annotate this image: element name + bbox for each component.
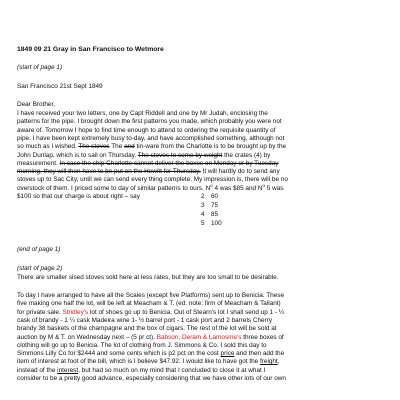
- paragraph-3-line: [17, 300, 281, 308]
- struck-text: morning, they will then have to be put on the Hewitt for Thursday.: [17, 168, 201, 176]
- text-segment: tin-ware from the Charlotte is to be brought up by the: [134, 143, 287, 151]
- text-segment: item of interest at foot of the bill, which is I believe $47.92. I would like to have got the: [17, 358, 260, 366]
- text-segment: for private sale.: [17, 308, 63, 316]
- stove-price: 75: [211, 202, 219, 209]
- text-segment: stoves up to Sac City, until we can send every thing complete. My impression is, there will be no: [17, 176, 288, 184]
- salutation: Dear Brother,: [17, 101, 56, 108]
- struck-text: The stoves to come by weight: [137, 151, 223, 159]
- text-segment: aware of. Tomorrow I hope to find time enough to attend to ordering the requisite quantity of: [17, 126, 276, 134]
- paragraph-1-line: [17, 168, 280, 176]
- paragraph-1-line: [17, 182, 284, 193]
- stove-price: 60: [211, 193, 219, 200]
- text-segment: cask of brandy - 1 ¼ cask Madeira wine 1- ½ barrel port - 1 cask port and 2 barrels Cherry: [17, 316, 273, 324]
- struck-text: and: [124, 143, 135, 151]
- text-segment: measurement.: [17, 159, 60, 167]
- text-segment: price: [220, 350, 235, 358]
- page-marker-end-1: (end of page 1): [17, 246, 61, 253]
- text-segment: auction by M & T. on Wednesday next – (5 pr ct).: [17, 333, 157, 341]
- text-segment: o: [262, 182, 265, 188]
- text-segment: three boxes of: [241, 333, 284, 341]
- paragraph-1-line: [17, 135, 284, 143]
- text-segment: The: [109, 143, 125, 151]
- text-segment: It will hardly do to send any: [200, 168, 280, 176]
- price-row: [201, 193, 218, 201]
- text-segment: , but had so much on my mind that I concluded to close it at what I: [78, 366, 266, 374]
- paragraph-3-line: [17, 342, 267, 350]
- document-title: 1849 09 21 Gray in San Francisco to Wetmore: [17, 46, 164, 53]
- text-segment: and then add the: [234, 350, 285, 358]
- text-segment: freight: [259, 358, 278, 366]
- text-segment: brandy 38 baskets of the champagne and the box of cigars. The rest of the lot will be sold at: [17, 325, 277, 333]
- paragraph-1-line: [17, 110, 268, 118]
- text-segment: lot of shoes go up to Benicia. Out of Stearn's lot I shall send up 1 - ¼: [88, 308, 285, 316]
- text-segment: clothing will go up to Benicia. The lot of clothing from J. Simmons & Co. I sold this day to: [17, 341, 267, 349]
- paragraph-3-line: [17, 350, 284, 358]
- paragraph-3-line: [17, 317, 272, 325]
- paragraph-1-line: [17, 176, 288, 184]
- text-segment: Simmons Lilly Co for $2444 and some cents which is p2 pct on the cost: [17, 350, 221, 358]
- text-segment: the crates (4) by: [222, 151, 271, 159]
- paragraph-1-line: [17, 118, 282, 126]
- paragraph-1-line: [17, 152, 270, 160]
- page-marker-start-2: (start of page 2): [17, 265, 63, 272]
- paragraph-1-line: [17, 143, 286, 151]
- text-segment: instead of the: [17, 366, 58, 374]
- text-segment: patterns for the pipe. I brought down the first patterns you made, which probably you were not: [17, 118, 282, 126]
- text-segment: pipe. I have been kept extremely busy to-day, and have accomplished something, although not: [17, 134, 285, 142]
- stove-number: 4: [201, 211, 205, 218]
- page-marker-start-1: (start of page 1): [17, 64, 63, 71]
- paragraph-3-line: [17, 358, 280, 366]
- paragraph-1-line: [17, 127, 276, 135]
- stove-price: 85: [211, 211, 219, 218]
- text-segment: I have received your two letters, one by Capt Riddell and one by Mr Judah, enclosing the: [17, 110, 268, 117]
- paragraph-1-line: [17, 193, 140, 201]
- text-segment: ,: [277, 358, 280, 366]
- text-segment: 5 was: [265, 184, 284, 192]
- highlighted-name: Stridley's: [62, 308, 89, 316]
- text-segment: 4 was $85 and N: [212, 184, 263, 192]
- struck-text: The stoves: [78, 143, 110, 151]
- price-row: [201, 220, 222, 228]
- price-row: [201, 211, 218, 219]
- text-segment: o: [210, 182, 213, 188]
- highlighted-name: Babson, Deram & Lamosme's: [156, 333, 242, 341]
- text-segment: consider to be a pretty good advance, especially considering that we have other lots of our own: [17, 375, 286, 382]
- text-segment: five making one half the lot, will be left at Meacham & T. (ed. note: firm of Meacham & Tallant): [17, 300, 281, 308]
- text-segment: overstock of them. I priced some to day of similar patterns to ours. N: [17, 184, 211, 192]
- text-segment: so much as I wished.: [17, 143, 79, 151]
- paragraph-3-line: [17, 292, 284, 300]
- paragraph-3-line: [17, 334, 284, 342]
- struck-text: In case the ship Charlotte cannot deliver the boxes on Monday or by Tuesday: [59, 159, 279, 167]
- stove-price: 100: [211, 220, 222, 227]
- paragraph-3-line: [17, 367, 265, 375]
- text-segment: $100 so that our charge is about right – say: [17, 193, 140, 200]
- date-line: San Francisco 21st Sept 1849: [17, 83, 103, 90]
- text-segment: John Dunlap, which is to sail on Thursday.: [17, 151, 138, 159]
- text-segment: To day I have arranged to have all the Scales (except five Platforms) sent up to Benicia. These: [17, 292, 285, 299]
- stove-number: 2: [201, 193, 205, 200]
- paragraph-3-line: [17, 325, 277, 333]
- paragraph-3-line: [17, 375, 286, 383]
- stove-number: 5: [201, 220, 205, 227]
- paragraph-2: There are smaller sised stoves sold here at less rates, but they are too small to be desirable.: [17, 274, 279, 281]
- paragraph-3-line: [17, 309, 284, 317]
- price-row: [201, 202, 218, 210]
- text-segment: interest: [57, 366, 79, 374]
- stove-number: 3: [201, 202, 205, 209]
- paragraph-1-line: [17, 160, 278, 168]
